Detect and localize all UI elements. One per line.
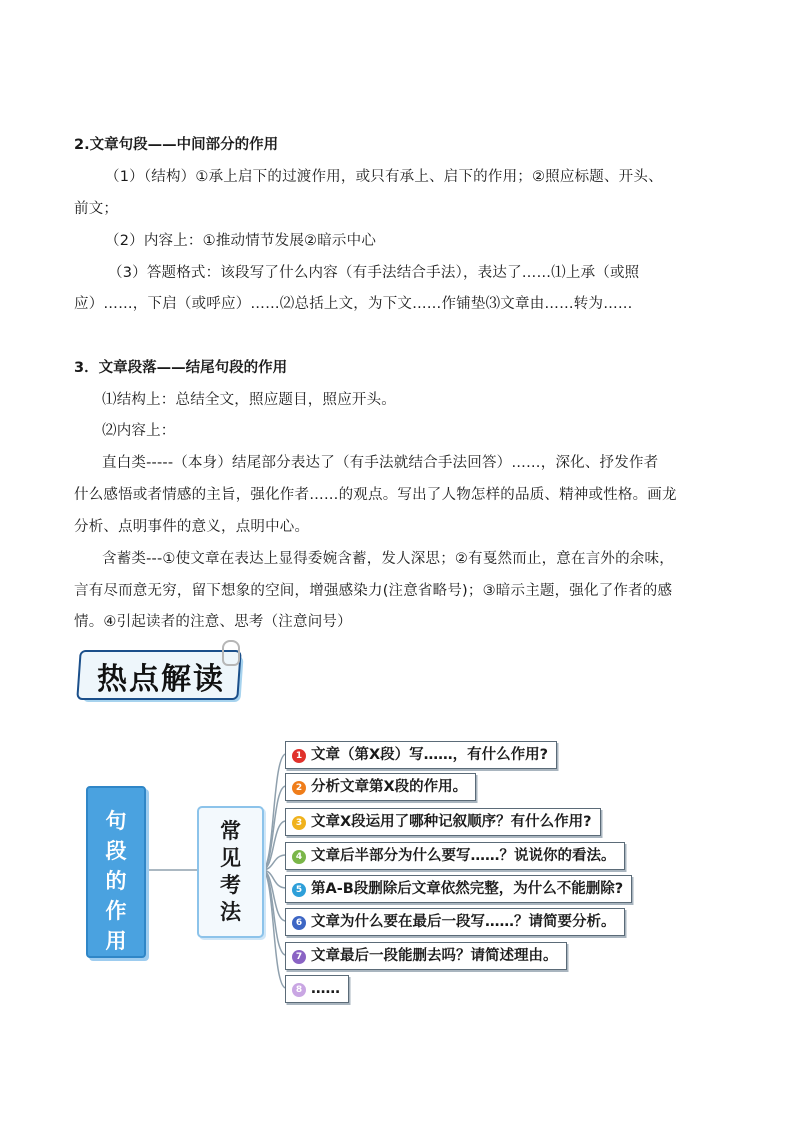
section-3-line-6: 含蓄类---①使文章在表达上显得委婉含蓄，发人深思；②有戛然而止，意在言外的余味， bbox=[102, 551, 674, 567]
section-2-line-3: （2）内容上：①推动情节发展②暗示中心 bbox=[105, 233, 377, 249]
section-3-line-3: 直白类-----（本身）结尾部分表达了（有手法就结合手法回答）……，深化、抒发作者 bbox=[102, 455, 659, 471]
section-2-line-4: （3）答题格式：该段写了什么内容（有手法结合手法），表达了……⑴上承（或照 bbox=[108, 265, 640, 281]
mindmap-item-4 bbox=[285, 842, 625, 870]
number-badge-icon: 7 bbox=[292, 950, 306, 964]
section-3-line-5: 分析、点明事件的意义，点明中心。 bbox=[74, 519, 310, 535]
section-3-line-7: 言有尽而意无穷，留下想象的空间，增强感染力(注意省略号)；③暗示主题，强化了作者的感 bbox=[74, 583, 673, 599]
section-3-line-4: 什么感悟或者情感的主旨，强化作者……的观点。写出了人物怎样的品质、精神或性格。画龙 bbox=[74, 487, 677, 503]
root-char: 的 bbox=[105, 869, 127, 893]
mindmap-item-1 bbox=[285, 741, 557, 769]
mindmap-branch bbox=[197, 806, 264, 938]
root-char: 用 bbox=[105, 929, 127, 953]
section-2-line-5: 应）……，下启（或呼应）……⑵总括上文，为下文……作铺垫⑶文章由……转为…… bbox=[74, 296, 633, 312]
mindmap-item-text: 文章为什么要在最后一段写……？请简要分析。 bbox=[311, 914, 616, 930]
mindmap-root-label bbox=[88, 806, 144, 956]
branch-char: 考 bbox=[220, 873, 241, 897]
mindmap-root bbox=[86, 786, 146, 958]
branch-char: 见 bbox=[220, 846, 241, 870]
number-badge-icon: 6 bbox=[292, 916, 306, 930]
section-3-line-8: 情。④引起读者的注意、思考（注意问号） bbox=[74, 614, 352, 630]
mindmap-item-5 bbox=[285, 875, 632, 903]
root-char: 作 bbox=[105, 899, 127, 923]
number-badge-icon: 8 bbox=[292, 983, 306, 997]
mindmap-item-text: 文章X段运用了哪种记叙顺序？有什么作用? bbox=[311, 814, 592, 830]
number-badge-icon: 3 bbox=[292, 816, 306, 830]
mindmap-item-text: 文章最后一段能删去吗？请简述理由。 bbox=[311, 948, 558, 964]
mindmap-item-text: 第A-B段删除后文章依然完整，为什么不能删除? bbox=[311, 881, 624, 897]
root-char: 句 bbox=[105, 809, 127, 833]
branch-char: 常 bbox=[220, 819, 241, 843]
mindmap-item-3 bbox=[285, 808, 601, 836]
mindmap-item-text: …… bbox=[311, 981, 340, 997]
section-3-line-1: ⑴结构上：总结全文，照应题目，照应开头。 bbox=[102, 392, 396, 408]
root-char: 段 bbox=[105, 839, 127, 863]
section-3-title: 3．文章段落——结尾句段的作用 bbox=[74, 360, 288, 376]
section-3-line-2: ⑵内容上： bbox=[102, 423, 176, 439]
number-badge-icon: 1 bbox=[292, 749, 306, 763]
section-2-title: 2.文章句段——中间部分的作用 bbox=[74, 137, 279, 153]
branch-char: 法 bbox=[220, 900, 241, 924]
section-2-line-2: 前文； bbox=[74, 201, 119, 217]
mindmap-item-7 bbox=[285, 942, 567, 970]
mindmap-item-6 bbox=[285, 908, 625, 936]
mindmap-item-2 bbox=[285, 773, 476, 801]
number-badge-icon: 4 bbox=[292, 850, 306, 864]
mindmap-item-text: 文章后半部分为什么要写……？说说你的看法。 bbox=[311, 848, 616, 864]
mindmap-item-8 bbox=[285, 975, 349, 1003]
number-badge-icon: 5 bbox=[292, 883, 306, 897]
mindmap-item-text: 分析文章第X段的作用。 bbox=[311, 779, 468, 795]
banner-title: 热点解读 bbox=[97, 662, 225, 697]
mindmap-item-text: 文章（第X段）写……，有什么作用? bbox=[311, 747, 549, 763]
number-badge-icon: 2 bbox=[292, 781, 306, 795]
mindmap-branch-label bbox=[199, 818, 262, 926]
section-2-line-1: （1）（结构）①承上启下的过渡作用，或只有承上、启下的作用；②照应标题、开头、 bbox=[105, 169, 663, 185]
